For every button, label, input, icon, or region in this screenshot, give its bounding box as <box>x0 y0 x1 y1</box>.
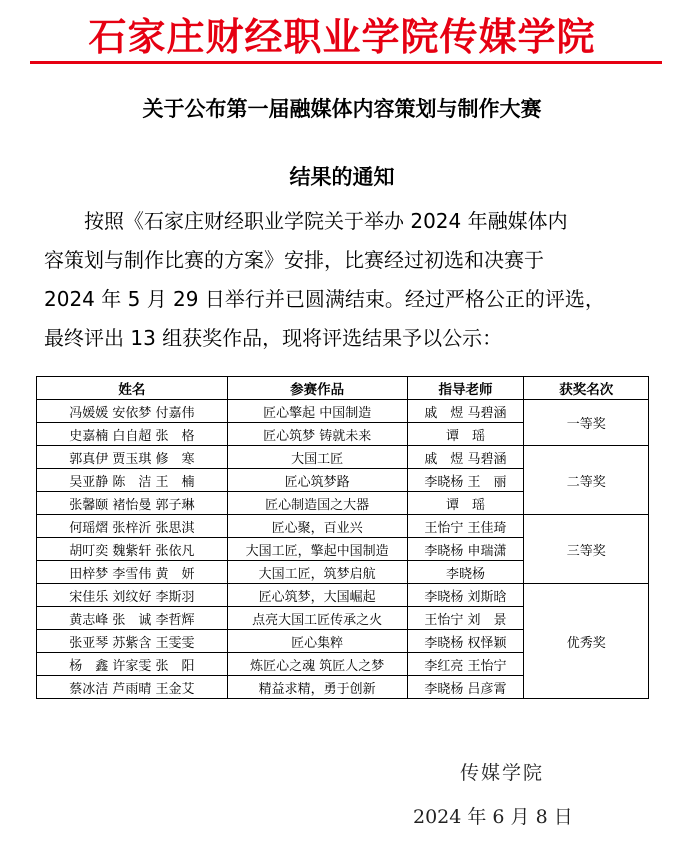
table-row <box>37 515 649 538</box>
cell-award: 一等奖 <box>524 400 649 446</box>
cell-work: 匠心筑梦路 <box>227 469 407 492</box>
cell-teacher: 李晓杨 申瑞潇 <box>407 538 524 561</box>
cell-names: 胡叮奕 魏紫轩 张依凡 <box>37 538 228 561</box>
notice-title-line1: 关于公布第一届融媒体内容策划与制作大赛 <box>142 97 542 121</box>
header-name: 姓名 <box>37 377 228 400</box>
cell-work: 精益求精，勇于创新 <box>227 676 407 699</box>
cell-names: 宋佳乐 刘纹好 李斯羽 <box>37 584 228 607</box>
signature-date: 2024 年 6 月 8 日 <box>413 806 573 828</box>
cell-teacher: 戚 煜 马碧涵 <box>407 400 524 423</box>
cell-work: 匠心擎起 中国制造 <box>227 400 407 423</box>
cell-names: 何瑶熠 张梓沂 张思淇 <box>37 515 228 538</box>
body-line: 容策划与制作比赛的方案》安排，比赛经过初选和决赛于 <box>44 248 544 272</box>
cell-teacher: 谭 瑶 <box>407 492 524 515</box>
cell-award: 优秀奖 <box>524 584 649 699</box>
header-work: 参赛作品 <box>227 377 407 400</box>
body-line: 按照《石家庄财经职业学院关于举办 2024 年融媒体内 <box>44 209 568 233</box>
cell-names: 张亚琴 苏紫含 王雯雯 <box>37 630 228 653</box>
cell-teacher: 王怡宁 刘 景 <box>407 607 524 630</box>
cell-teacher: 王怡宁 王佳琦 <box>407 515 524 538</box>
table-row <box>37 584 649 607</box>
cell-names: 吴亚静 陈 洁 王 楠 <box>37 469 228 492</box>
cell-teacher: 李红亮 王怡宁 <box>407 653 524 676</box>
cell-names: 郭真伊 贾玉琪 修 寒 <box>37 446 228 469</box>
cell-award: 三等奖 <box>524 515 649 584</box>
cell-names: 冯媛媛 安依梦 付嘉伟 <box>37 400 228 423</box>
cell-work: 匠心制造国之大器 <box>227 492 407 515</box>
cell-teacher: 戚 煜 马碧涵 <box>407 446 524 469</box>
table-header-row <box>37 377 649 400</box>
cell-names: 蔡冰洁 芦雨晴 王金艾 <box>37 676 228 699</box>
notice-title-line2: 结果的通知 <box>289 165 395 189</box>
results-table <box>36 376 649 699</box>
cell-work: 匠心聚，百业兴 <box>227 515 407 538</box>
cell-work: 炼匠心之魂 筑匠人之梦 <box>227 653 407 676</box>
signature-org: 传媒学院 <box>460 762 545 784</box>
notice-body <box>44 202 644 358</box>
table-row <box>37 446 649 469</box>
cell-names: 黄志峰 张 诚 李哲辉 <box>37 607 228 630</box>
body-line: 最终评出 13 组获奖作品，现将评选结果予以公示： <box>44 326 503 350</box>
cell-work: 匠心筑梦 铸就未来 <box>227 423 407 446</box>
cell-names: 史嘉楠 白自超 张 格 <box>37 423 228 446</box>
cell-work: 大国工匠，擎起中国制造 <box>227 538 407 561</box>
body-line: 2024 年 5 月 29 日举行并已圆满结束。经过严格公正的评选， <box>44 287 605 311</box>
cell-work: 大国工匠 <box>227 446 407 469</box>
cell-award: 二等奖 <box>524 446 649 515</box>
header-teacher: 指导老师 <box>407 377 524 400</box>
cell-names: 田梓梦 李雪伟 黄 妍 <box>37 561 228 584</box>
cell-teacher: 谭 瑶 <box>407 423 524 446</box>
cell-work: 匠心集粹 <box>227 630 407 653</box>
cell-teacher: 李晓杨 权怿颖 <box>407 630 524 653</box>
header-award: 获奖名次 <box>524 377 649 400</box>
cell-teacher: 李晓杨 王 丽 <box>407 469 524 492</box>
cell-work: 匠心筑梦，大国崛起 <box>227 584 407 607</box>
cell-work: 大国工匠，筑梦启航 <box>227 561 407 584</box>
cell-work: 点亮大国工匠传承之火 <box>227 607 407 630</box>
cell-names: 张馨颐 褚怡曼 郭子琳 <box>37 492 228 515</box>
cell-teacher: 李晓杨 刘斯晗 <box>407 584 524 607</box>
table-row <box>37 400 649 423</box>
cell-teacher: 李晓杨 <box>407 561 524 584</box>
institution-header: 石家庄财经职业学院传媒学院 <box>88 15 596 59</box>
cell-names: 杨 鑫 许家雯 张 阳 <box>37 653 228 676</box>
cell-teacher: 李晓杨 吕彦霄 <box>407 676 524 699</box>
header-divider <box>30 61 662 64</box>
